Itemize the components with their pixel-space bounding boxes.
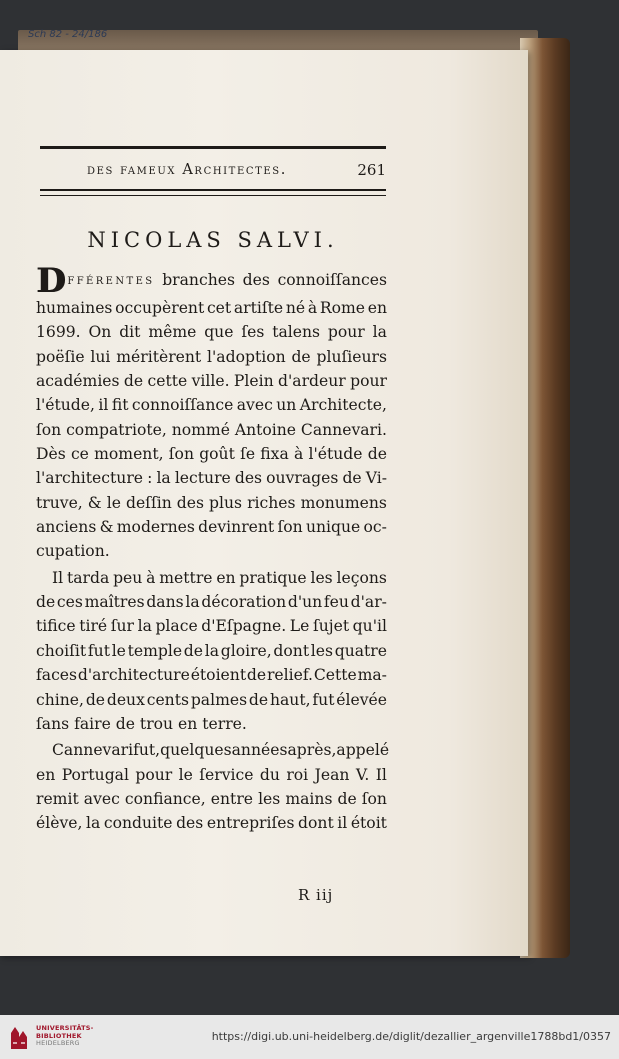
word: Jean [314, 765, 350, 784]
word: choiſit [36, 641, 87, 660]
first-line-word: des [242, 271, 270, 289]
word: Antoine [234, 420, 297, 439]
word: Cannevari. [300, 420, 387, 439]
word: Il [375, 765, 387, 784]
word: élevée [336, 690, 387, 709]
word: Cette [313, 666, 357, 685]
word: V. [355, 765, 370, 784]
word: fut [87, 641, 110, 660]
page-number: 261 [357, 161, 386, 179]
first-word: ifférentes [61, 272, 155, 288]
library-line: BIBLIOTHEK [36, 1031, 82, 1040]
word: en [367, 299, 387, 317]
word: des [176, 493, 205, 512]
word: ſervice [199, 765, 254, 784]
text-line [36, 296, 387, 320]
word: Dès [36, 445, 66, 464]
word: le [178, 765, 193, 784]
word: Cannevari [52, 741, 134, 760]
word: deſſin [125, 493, 172, 512]
text-line [36, 639, 387, 663]
word: même [148, 323, 197, 342]
word: tifice [36, 617, 76, 636]
word: goût [199, 445, 235, 464]
word: à [146, 568, 156, 587]
word: années [231, 741, 288, 760]
word: connoiſſance [131, 396, 234, 415]
word: moment, [94, 445, 164, 464]
word: anciens [36, 518, 97, 537]
word: unique [305, 518, 361, 537]
word: dans [146, 593, 184, 612]
word: que [204, 323, 234, 342]
word: devinrent [198, 518, 275, 537]
word: ville. [191, 372, 230, 391]
word: poëſie [36, 347, 85, 366]
word: ſe [240, 445, 256, 464]
word: d'architecture [77, 666, 190, 685]
word: ſur [110, 617, 134, 636]
word: élève, [36, 814, 83, 833]
word: l'étude, [36, 396, 95, 415]
word: le [106, 493, 121, 512]
word: oc- [363, 518, 387, 537]
word: avec [83, 789, 120, 808]
word: faces [36, 666, 78, 685]
word: d'Eſpagne. [201, 617, 287, 636]
word: lui [90, 347, 111, 366]
word: les [310, 641, 334, 660]
word: Rome [319, 299, 366, 317]
line-text: ſans faire de trou en terre. [36, 714, 247, 733]
word: de [291, 347, 311, 366]
text-line [36, 345, 387, 369]
word: plus [209, 493, 243, 512]
text-line [36, 515, 387, 539]
header-rule-top [40, 146, 386, 149]
word: l'adoption [207, 347, 286, 366]
word: les [310, 568, 333, 587]
word: fit [111, 396, 129, 415]
word: de [123, 372, 144, 391]
text-line [36, 763, 387, 787]
word: de [248, 690, 269, 709]
university-logo-icon [8, 1023, 30, 1051]
word: d'ar- [350, 593, 387, 612]
word: étoient [190, 666, 247, 685]
library-name [36, 1025, 94, 1048]
word: méritèrent [116, 347, 202, 366]
word: ouvrages [266, 469, 339, 488]
word: ſon [168, 445, 194, 464]
word: Vi- [365, 469, 387, 488]
word: fut, [133, 741, 161, 760]
line-text: cupation. [36, 542, 110, 561]
word: maîtres [84, 593, 145, 612]
word: décoration [201, 593, 287, 612]
word: la [156, 469, 171, 488]
word: mains [285, 789, 333, 808]
word: après, [287, 741, 337, 760]
word: les [258, 789, 281, 808]
running-title: des fameux Architectes. [87, 162, 287, 178]
word: pour [350, 372, 387, 391]
word: cette [147, 372, 188, 391]
paragraph-1 [36, 296, 387, 539]
text-line [36, 491, 387, 515]
word: pour [327, 323, 365, 342]
text-line [36, 566, 387, 590]
header-rule-bottom [40, 189, 386, 191]
word: ce [70, 445, 89, 464]
word: monumens [300, 493, 387, 512]
word: de [183, 641, 204, 660]
library-line: UNIVERSITÄTS- [36, 1024, 94, 1032]
word: cet [206, 299, 232, 317]
word: appelé [336, 741, 390, 760]
section-title: NICOLAS SALVI. [87, 228, 339, 252]
word: lecture [174, 469, 231, 488]
word: pluſieurs [316, 347, 387, 366]
word: relief. [266, 666, 314, 685]
word: de [246, 666, 267, 685]
word: pour [135, 765, 173, 784]
first-line [36, 261, 387, 301]
word: compatriote, [66, 420, 167, 439]
word: roi [286, 765, 309, 784]
text-line [36, 369, 387, 393]
word: cents [146, 690, 189, 709]
word: : [147, 469, 153, 488]
word: fut [312, 690, 335, 709]
word: Portugal [61, 765, 129, 784]
word: la [185, 593, 200, 612]
body-text [36, 261, 390, 836]
word: il [337, 814, 348, 833]
viewer-footer [0, 1015, 619, 1059]
word: tarda [66, 568, 110, 587]
word: il [98, 396, 109, 415]
word: en [36, 765, 56, 784]
paragraph-2 [36, 566, 387, 712]
word: peu [113, 568, 143, 587]
text-line [36, 590, 387, 614]
word: quelques [160, 741, 232, 760]
word: un [276, 396, 297, 415]
word: la [204, 641, 220, 660]
word: leçons [336, 568, 387, 587]
book-top-edge [18, 30, 538, 52]
word: de [36, 593, 56, 612]
word: des [234, 469, 263, 488]
text-line [36, 614, 387, 638]
text-line [36, 663, 387, 687]
word: de [85, 690, 106, 709]
word: étoit [350, 814, 387, 833]
word: quatre [334, 641, 387, 660]
text-line [36, 466, 387, 490]
word: la [137, 617, 152, 636]
word: né [285, 299, 306, 317]
word: & [87, 493, 102, 512]
word: qu'il [352, 617, 387, 636]
signature-mark: R iij [298, 886, 334, 904]
paragraph-3 [36, 738, 390, 835]
text-line [36, 688, 387, 712]
word: deux [106, 690, 145, 709]
text-line [36, 442, 387, 466]
word: la [86, 814, 101, 833]
text-line [36, 418, 387, 442]
text-line [36, 712, 387, 736]
first-line-word: branches [162, 271, 235, 289]
word: talens [272, 323, 321, 342]
word: l'architecture [36, 469, 144, 488]
word: conduite [103, 814, 173, 833]
word: Le [289, 617, 310, 636]
first-line-word: connoiſſances [277, 271, 387, 289]
word: à [307, 299, 318, 317]
book-page [0, 50, 528, 956]
word: ces [56, 593, 83, 612]
word: dont [273, 641, 310, 660]
word: haut, [269, 690, 311, 709]
word: palmes [190, 690, 248, 709]
word: place [155, 617, 198, 636]
word: à [293, 445, 304, 464]
word: dit [119, 323, 141, 342]
word: remit [36, 789, 79, 808]
word: ſes [241, 323, 265, 342]
word: entre [210, 789, 254, 808]
word: fixa [260, 445, 289, 464]
running-header [40, 160, 386, 182]
word: temple [127, 641, 183, 660]
word: de [337, 789, 357, 808]
word: ſon [277, 518, 303, 537]
word: pratique [239, 568, 307, 587]
text-line [36, 393, 387, 417]
word: d'ardeur [278, 372, 346, 391]
text-line [36, 811, 387, 835]
word: académies [36, 372, 120, 391]
word: occupèrent [115, 299, 205, 317]
header-rule-thin [40, 195, 386, 196]
word: 1699. [36, 323, 81, 342]
word: & [99, 518, 114, 537]
word: d'un [287, 593, 323, 612]
word: humaines [36, 299, 113, 317]
word: de [342, 469, 362, 488]
word: ſon [36, 420, 62, 439]
word: feu [323, 593, 349, 612]
word: ma- [357, 666, 387, 685]
permalink-url[interactable]: https://digi.ub.uni-heidelberg.de/diglit/dezallier_argenville1788bd1/0357 [211, 1030, 611, 1043]
word: du [259, 765, 280, 784]
word: chine, [36, 690, 84, 709]
text-line [36, 787, 387, 811]
text-line [36, 320, 387, 344]
word: dont [298, 814, 334, 833]
word: artiſte [233, 299, 284, 317]
word: modernes [116, 518, 195, 537]
word: le [111, 641, 126, 660]
word: gloire, [220, 641, 272, 660]
word: tiré [79, 617, 108, 636]
word: de [367, 445, 387, 464]
drop-cap: D [36, 261, 66, 301]
text-line [36, 539, 387, 563]
word: On [88, 323, 112, 342]
word: des [176, 814, 204, 833]
word: confiance, [124, 789, 206, 808]
word: riches [247, 493, 296, 512]
word: en [216, 568, 236, 587]
word: avec [236, 396, 273, 415]
word: entrepriſes [206, 814, 295, 833]
word: mettre [159, 568, 213, 587]
text-line [36, 738, 390, 762]
word: nommé [171, 420, 230, 439]
word: la [372, 323, 387, 342]
word: truve, [36, 493, 83, 512]
word: Architecte, [299, 396, 387, 415]
word: ſujet [312, 617, 350, 636]
word: l'étude [308, 445, 363, 464]
word: Il [52, 568, 64, 587]
library-line: HEIDELBERG [36, 1039, 80, 1047]
word: Plein [233, 372, 274, 391]
pencil-note: Sch 82 - 24/186 [28, 29, 108, 40]
word: ſon [361, 789, 387, 808]
